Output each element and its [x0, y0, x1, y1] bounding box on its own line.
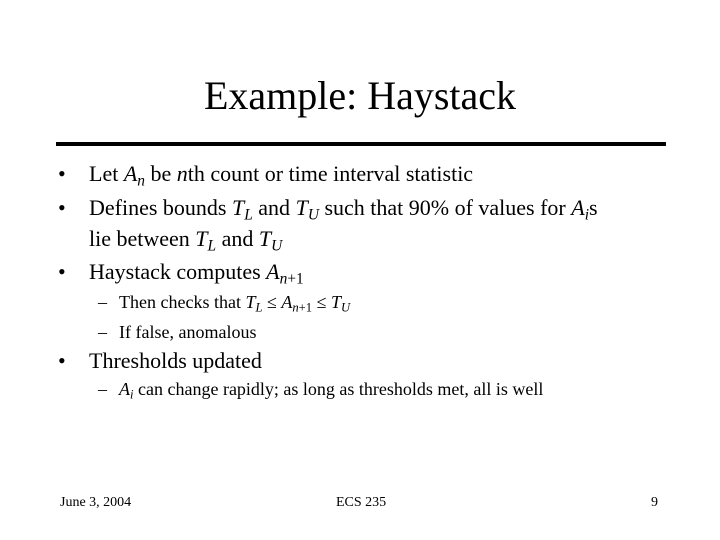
sub-bullet-text: If false, anomalous: [119, 322, 257, 342]
dash-marker: –: [98, 322, 107, 342]
footer-date: June 3, 2004: [60, 495, 132, 510]
bullet-continuation-text: lie between $T_L$ and $T_U$: [89, 226, 283, 255]
bullet-marker: •: [58, 161, 66, 186]
bullet-marker: •: [58, 348, 66, 373]
sub-bullet-text: Then checks that $T_L \le A_{n+1} \le T_U$: [119, 292, 351, 315]
bullet-text: Haystack computes $A_{n+1}$: [89, 259, 304, 288]
dash-marker: –: [98, 379, 107, 399]
bullet-text: Thresholds updated: [89, 348, 262, 373]
footer-course: ECS 235: [336, 495, 387, 510]
footer-page-number: 9: [651, 495, 658, 510]
bullet-marker: •: [58, 195, 66, 220]
bullet-text: Let $A_n$ be nth count or time interval statistic: [89, 161, 474, 190]
bullet-marker: •: [58, 259, 66, 284]
slide-title: Example: Haystack: [203, 73, 517, 118]
title-rule: [56, 142, 666, 146]
sub-bullet-text: $A_i$ can change rapidly; as long as thresholds met, all is well: [119, 379, 544, 402]
bullet-text: Defines bounds $T_L$ and $T_U$ such that 90% of values for $A_is$: [89, 195, 598, 224]
dash-marker: –: [98, 292, 107, 312]
